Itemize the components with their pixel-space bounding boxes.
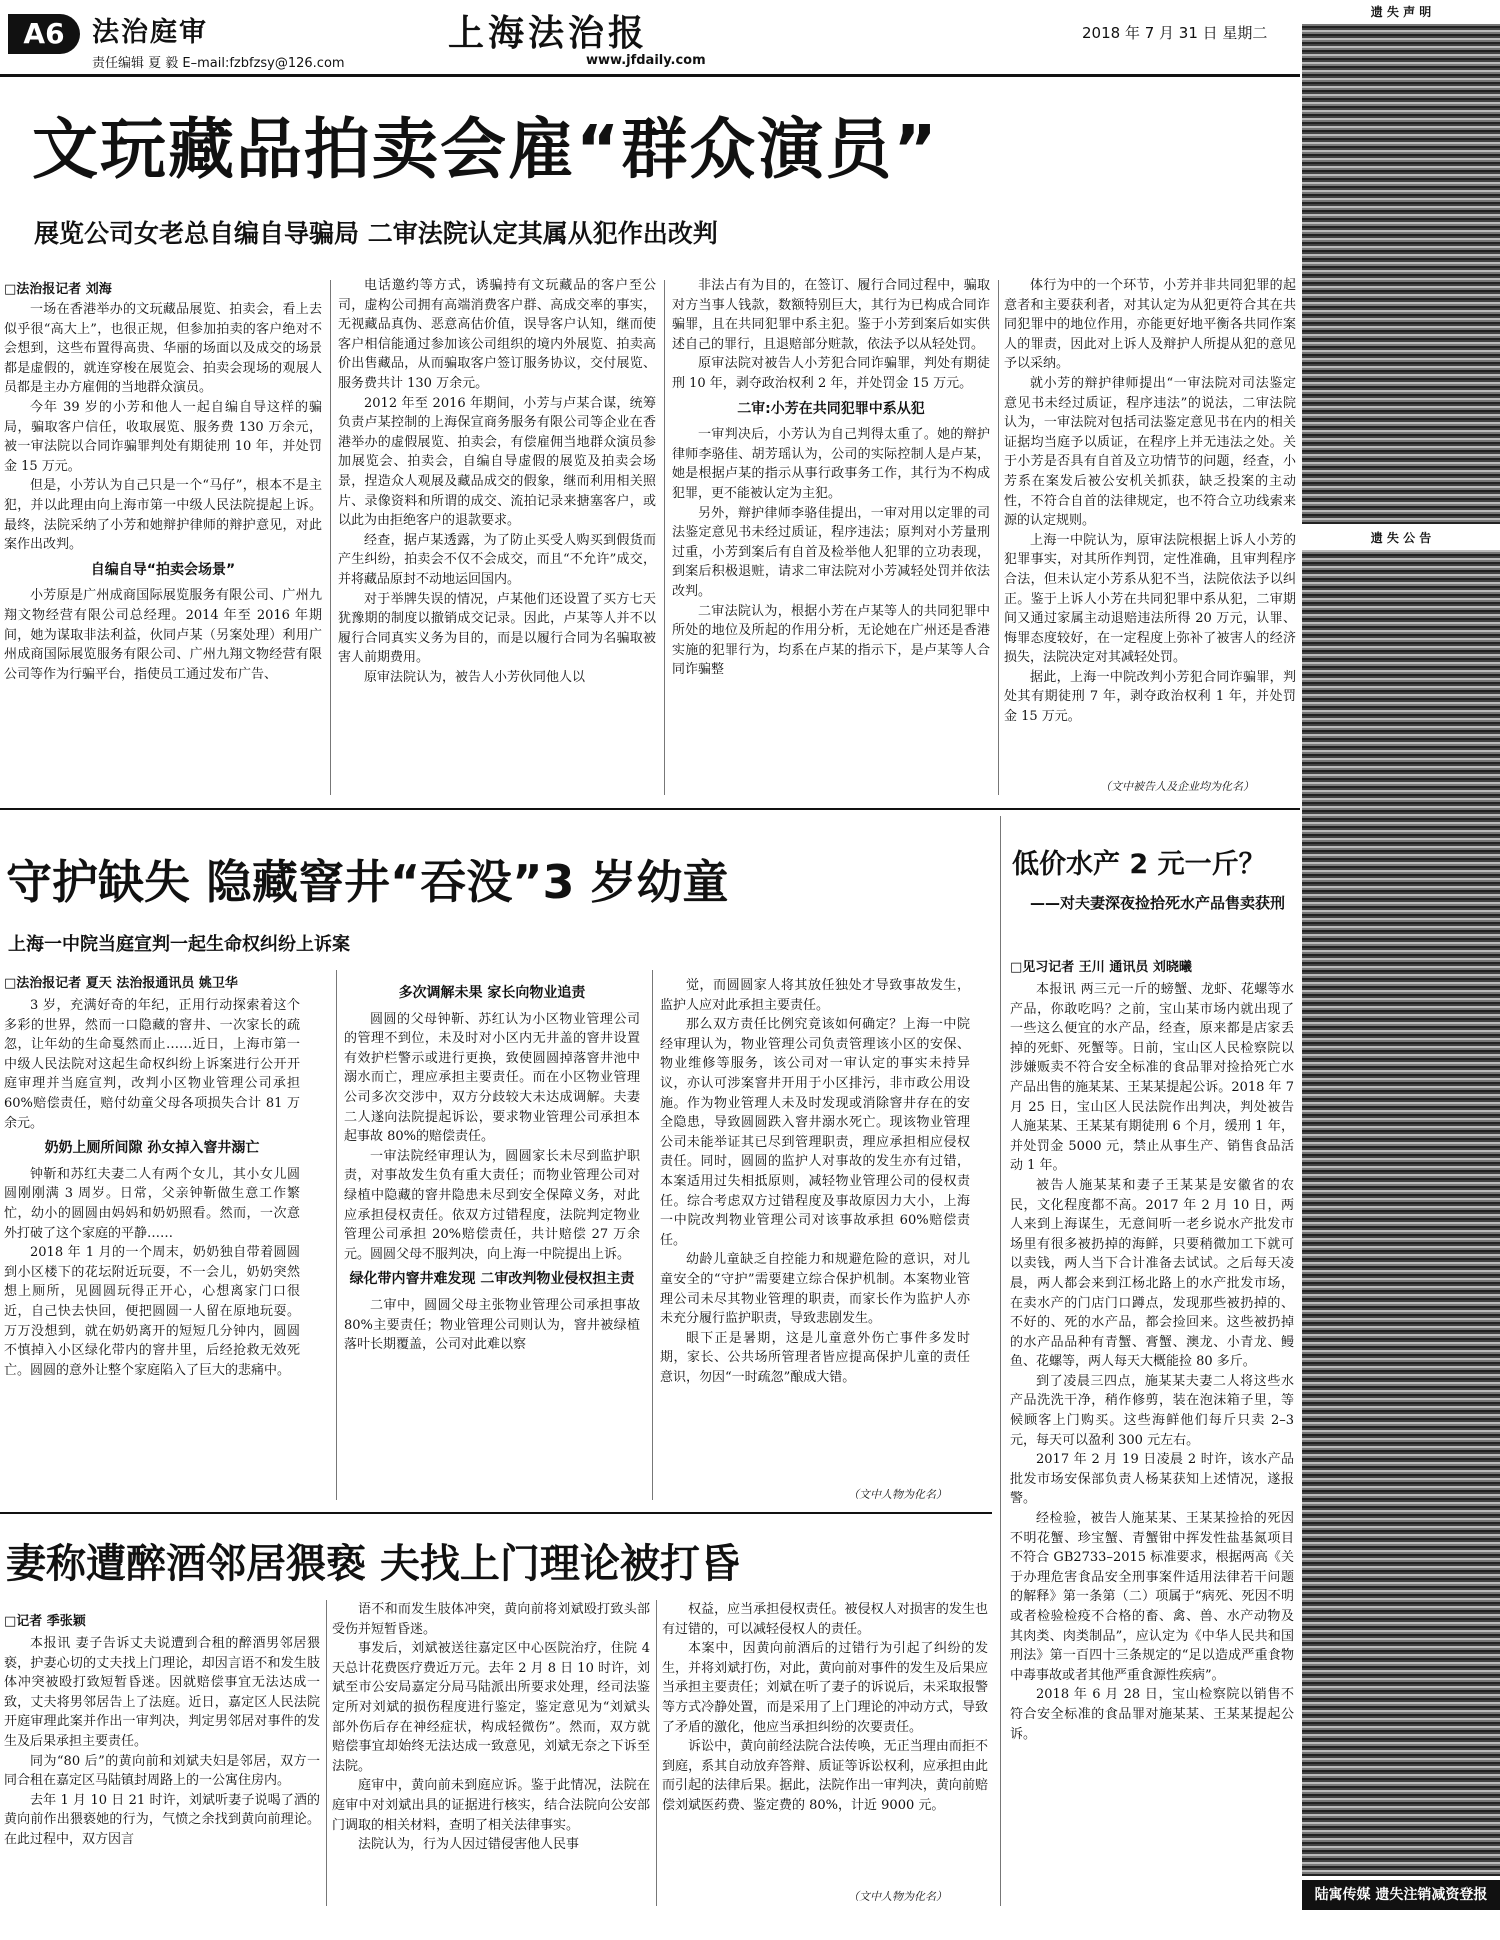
article1-headline: 文玩藏品拍卖会雇“群众演员” xyxy=(32,111,939,188)
paragraph: 2012 年至 2016 年期间，小芳与卢某合谋，统筹负责卢某控制的上海保宣商务服务有限公司等企业在香港举办的虚假展览、拍卖会，有偿雇佣当地群众演员参加展览会、拍卖会，自编自导虚假的展览及拍卖会场景，捏造众人观展及藏品成交的假象，继而利用相关照片、录像资料和所谓的成交、流拍记录来搪塞客户，或以此为由拒绝客户的退款要求。 xyxy=(338,395,656,529)
ads-text-block xyxy=(1302,550,1500,1876)
paragraph: 另外，辩护律师李骆佳提出，一审对用以定罪的司法鉴定意见书未经过质证，程序违法；原判对小芳量刑过重，小芳到案后有自首及检举他人犯罪的立功表现，到案后积极退赃，请求二审法院对小芳减轻处罚并依法改判。 xyxy=(672,505,990,599)
paragraph: 2018 年 1 月的一个周末，奶奶独自带着圆圆到小区楼下的花坛附近玩耍，不一会儿，奶奶突然想上厕所，见圆圆玩得正开心，心想离家门口很近，自己快去快回，便把圆圆一人留在原地玩耍。万万没想到，就在奶奶离开的短短几分钟内，圆圆不慎掉入小区绿化带内的窨井里，后经抢救无效死亡。圆圆的意外让整个家庭陷入了巨大的悲痛中。 xyxy=(4,1245,300,1378)
paragraph: 眼下正是暑期，这是儿童意外伤亡事件多发时期，家长、公共场所管理者皆应提高保护儿童的责任意识，勿因“一时疏忽”酿成大错。 xyxy=(660,1330,970,1385)
issue-date: 2018 年 7 月 31 日 星期二 xyxy=(1082,24,1268,42)
paragraph: 上海一中院认为，原审法院根据上诉人小芳的犯罪事实，对其所作判罚，定性准确，且审判程序合法，但未认定小芳系从犯不当，法院依法予以纠正。鉴于上诉人小芳在共同犯罪中系从犯，二审期间又通过家属主动退赔违法所得 20 万元，认罪、悔罪态度较好，在一定程度上弥补了被害人的经济损失，法院决定对其减轻处罚。 xyxy=(1004,532,1296,666)
article2-headline: 守护缺失 隐藏窨井“吞没”3 岁幼童 xyxy=(6,855,729,909)
paragraph: 2017 年 2 月 19 日凌晨 2 时许，该水产品批发市场安保部负责人杨某获知上述情况，遂报警。 xyxy=(1010,1452,1294,1507)
article2-column-2 xyxy=(344,978,640,1498)
article2-note: （文中人物为化名） xyxy=(848,1488,947,1501)
paragraph: 语不和而发生肢体冲突，黄向前将刘斌殴打致头部受伤并短暂昏迷。 xyxy=(332,1602,650,1637)
subhead: 二审:小芳在共同犯罪中系从犯 xyxy=(737,400,925,417)
article2-column-3 xyxy=(660,976,970,1481)
paragraph: 今年 39 岁的小芳和他人一起自编自导这样的骗局，骗取客户信任，收取展览、服务费 130 万余元，被一审法院以合同诈骗罪判处有期徒刑 10 年，并处罚金 15 万元。 xyxy=(4,399,322,474)
paragraph: 体行为中的一个环节，小芳并非共同犯罪的起意者和主要获利者，对其认定为从犯更符合其在共同犯罪中的地位作用，亦能更好地平衡各共同作案人的罪责，因此对上诉人及辩护人所提从犯的意见予以采纳。 xyxy=(1004,278,1296,372)
paragraph: 据此，上海一中院改判小芳犯合同诈骗罪，判处其有期徒刑 7 年，剥夺政治权利 1 年，并处罚金 15 万元。 xyxy=(1004,669,1296,725)
paper-logo: 上海法治报 xyxy=(448,12,649,54)
ads-contact: 陆寓传媒 遗失注销减资登报 021-59741361 xyxy=(1302,1880,1500,1910)
article3-byline: □见习记者 王川 通讯员 刘晓曦 xyxy=(1010,960,1192,975)
article4-column-2 xyxy=(332,1600,650,1908)
paragraph: 权益，应当承担侵权责任。被侵权人对损害的发生也有过错的，可以减轻侵权人的责任。 xyxy=(662,1602,988,1637)
paragraph: 但是，小芳认为自己只是一个“马仔”，根本不是主犯，并以此理由向上海市第一中级人民法院提起上诉。最终，法院采纳了小芳和她辩护律师的辩护意见，对此案作出改判。 xyxy=(4,478,322,553)
page-number: A6 xyxy=(8,14,80,54)
column-divider xyxy=(652,970,653,1500)
paragraph: 钟靳和苏红夫妻二人有两个女儿，其小女儿圆圆刚刚满 3 周岁。日常，父亲钟靳做生意工作繁忙，幼小的圆圆由妈妈和奶奶照看。然而，一次意外打破了这个家庭的平静…… xyxy=(4,1166,300,1241)
article3-headline: 低价水产 2 元一斤？ xyxy=(1012,849,1266,880)
paragraph: 庭审中，黄向前未到庭应诉。鉴于此情况，法院在庭审中对刘斌出具的证据进行核实，结合法院向公安部门调取的相关材料，查明了相关法律事实。 xyxy=(332,1778,650,1833)
paragraph: 那么双方责任比例究竟该如何确定？上海一中院经审理认为，物业管理公司负责管理该小区的安保、物业维修等服务，该公司对一审认定的事实未持异议，亦认可涉案窨井开用于小区排污，非市政公用设施。作为物业管理人未及时发现或消除窨井存在的安全隐患，导致圆圆跌入窨井溺水死亡。现该物业管理公司未能举证其已尽到管理职责，理应承担相应侵权责任。同时，圆圆的监护人对事故的发生亦有过错，本案适用过失相抵原则，减轻物业管理公司的侵权责任。综合考虑双方过错程度及事故原因力大小，上海一中院改判物业管理公司对该事故承担 60%赔偿责任。 xyxy=(660,1017,970,1248)
paragraph: 一审法院经审理认为，圆圆家长未尽到监护职责，对事故发生负有重大责任；而物业管理公司对绿植中隐藏的窨井隐患未尽到安全保障义务，对此应承担侵权责任。依双方过错程度，法院判定物业管理公司承担 20%赔偿责任，共计赔偿 27 万余元。圆圆父母不服判决，向上海一中院提出上诉。 xyxy=(344,1148,640,1262)
article4-column-1 xyxy=(4,1634,320,1908)
ads-title: 遗 失 公 告 xyxy=(1302,528,1500,548)
article4-byline: □记者 季张颖 xyxy=(4,1614,86,1629)
section-rule xyxy=(0,808,1300,810)
section-rule xyxy=(0,1512,992,1514)
article1-note: （文中被告人及企业均为化名） xyxy=(1100,780,1254,793)
article2-subheadline: 上海一中院当庭宣判一起生命权纠纷上诉案 xyxy=(8,934,350,955)
paragraph: 同为“80 后”的黄向前和刘斌夫妇是邻居，双方一同合租在嘉定区马陆镇封周路上的一公寓住房内。 xyxy=(4,1753,320,1789)
paragraph: 对于举牌失误的情况，卢某他们还设置了买方七天犹豫期的制度以撤销成交记录。因此，卢某等人并不以履行合同真实义务为目的，而是以履行合同为名骗取被害人前期费用。 xyxy=(338,591,656,666)
article1-byline: □法治报记者 刘海 xyxy=(4,282,112,297)
article2-byline: □法治报记者 夏天 法治报通讯员 姚卫华 xyxy=(4,976,238,991)
paragraph: 诉讼中，黄向前经法院合法传唤，无正当理由而拒不到庭，系其自动放弃答辩、质证等诉讼权利，应承担由此而引起的法律后果。据此，法院作出一审判决，黄向前赔偿刘斌医药费、鉴定费的 80%，计近 9000 元。 xyxy=(662,1739,988,1813)
column-divider xyxy=(664,280,665,795)
paragraph: 电话邀约等方式，诱骗持有文玩藏品的客户至公司，虚构公司拥有高端消费客户群、高成交率的事实，无视藏品真伪、恶意高估价值，误导客户认知，继而使客户相信能通过参加该公司组织的境内外展览、拍卖高价出售藏品，从而骗取客户签订服务协议，交付展览、服务费共计 130 万余元。 xyxy=(338,278,656,391)
article3-subheadline: ——对夫妻深夜捡拾死水产品售卖获刑 xyxy=(1030,894,1286,912)
article1-subheadline: 展览公司女老总自编自导骗局 二审法院认定其属从犯作出改判 xyxy=(34,219,718,248)
paragraph: 事发后，刘斌被送往嘉定区中心医院治疗，住院 4 天总计花费医疗费近万元。去年 2 月 8 日 10 时许，刘斌至市公安局嘉定分局马陆派出所要求处理，经司法鉴定所对刘斌的损伤程度进行鉴定，鉴定意见为“刘斌头部外伤后存在神经症状，构成轻微伤”。然而，双方就赔偿事宜却始终无法达成一致意见，刘斌无奈之下诉至法院。 xyxy=(332,1641,650,1774)
paragraph: 本报讯 两三元一斤的螃蟹、龙虾、花螺等水产品，你敢吃吗？之前，宝山某市场内就出现了一些这么便宜的水产品，经查，原来都是店家丢掉的死虾、死蟹等。日前，宝山区人民检察院以涉嫌贩卖不符合安全标准的食品罪对捡拾死亡水产品出售的施某某、王某某提起公诉。2018 年 7 月 25 日，宝山区人民法院作出判决，判处被告人施某某、王某某有期徒刑 6 个月，缓刑 1 年，并处罚金 5000 元，禁止从事生产、销售食品活动 1 年。 xyxy=(1010,982,1294,1174)
paragraph: 3 岁，充满好奇的年纪，正用行动探索着这个多彩的世界，然而一口隐藏的窨井、一次家长的疏忽，让年幼的生命戛然而止……近日，上海市第一中级人民法院对这起生命权纠纷上诉案进行公开开庭审理并当庭宣判，改判小区物业管理公司承担 60%赔偿责任，赔付幼童父母各项损失合计 81 万余元。 xyxy=(4,998,300,1131)
article3-body xyxy=(1010,980,1294,1904)
website: www.jfdaily.com xyxy=(586,53,706,68)
paragraph: 经检验，被告人施某某、王某某捡拾的死因不明花蟹、珍宝蟹、青蟹钳中挥发性盐基氮项目不符合 GB2733–2015 标准要求，根据两高《关于办理危害食品安全刑事案件适用法律若干问题的解释》第一条第（二）项属于“病死、死因不明或者检验检疫不合格的畜、禽、兽、水产动物及其肉类、肉类制品”，应认定为《中华人民共和国刑法》第一百四十三条规定的“足以造成严重食物中毒事故或者其他严重食源性疾病”。 xyxy=(1010,1511,1294,1683)
paragraph: 原审法院认为，被告人小芳伙同他人以 xyxy=(364,669,586,685)
paragraph: 去年 1 月 10 日 21 时许，刘斌听妻子说喝了酒的黄向前作出猥亵她的行为，气愤之余找到黄向前理论。在此过程中，双方因言 xyxy=(4,1792,320,1847)
paragraph: 本案中，因黄向前酒后的过错行为引起了纠纷的发生，并将刘斌打伤，对此，黄向前对事件的发生及后果应当承担主要责任；刘斌在听了妻子的诉说后，未采取报警等方式冷静处置，而是采用了上门理论的冲动方式，导致了矛盾的激化，他应当承担纠纷的次要责任。 xyxy=(662,1641,988,1735)
paragraph: 法院认为，行为人因过错侵害他人民事 xyxy=(358,1837,580,1853)
paragraph: 小芳原是广州成商国际展览服务有限公司、广州九翔文物经营有限公司总经理。2014 年至 2016 年期间，她为谋取非法利益，伙同卢某（另案处理）利用广州成商国际展览服务有限公司、广州九翔文物经营有限公司等作为行骗平台，指使员工通过发布广告、 xyxy=(4,588,322,682)
paragraph: 幼龄儿童缺乏自控能力和规避危险的意识，对儿童安全的“守护”需要建立综合保护机制。本案物业管理公司未尽其物业管理的职责，而家长作为监护人亦未充分履行监护职责，导致悲剧发生。 xyxy=(660,1252,970,1327)
article1-column-3 xyxy=(672,276,990,796)
ads-text-block xyxy=(1302,24,1500,524)
column-divider xyxy=(656,1600,657,1906)
subhead: 奶奶上厕所间隙 孙女掉入窨井溺亡 xyxy=(44,1140,260,1157)
editor-line: 责任编辑 夏 毅 E–mail:fzbfzsy@126.com xyxy=(92,56,345,71)
paragraph: 就小芳的辩护律师提出“一审法院对司法鉴定意见书未经过质证，程序违法”的说法，二审法院认为，一审法院对包括司法鉴定意见书在内的相关证据均当庭予以质证，在程序上并无违法之处。关于小芳是否具有自首及立功情节的问题，经查，小芳系在案发后被公安机关抓获，缺乏投案的主动性，不符合自首的法律规定，也不符合立功线索来源的认定规则。 xyxy=(1004,375,1296,529)
article4-headline: 妻称遭醉酒邻居猥亵 夫找上门理论被打昏 xyxy=(6,1541,740,1587)
paragraph: 二审中，圆圆父母主张物业管理公司承担事故 80%主要责任；物业管理公司则认为，窨井被绿植落叶长期覆盖，公司对此难以察 xyxy=(344,1297,640,1353)
column-divider xyxy=(998,280,999,795)
subhead: 绿化带内窨井难发现 二审改判物业侵权担主责 xyxy=(349,1271,635,1288)
subhead: 多次调解未果 家长向物业追责 xyxy=(398,985,586,1001)
section-title: 法治庭审 xyxy=(92,17,208,48)
ads-title: 遗 失 声 明 xyxy=(1302,2,1500,22)
column-divider xyxy=(1000,816,1001,1906)
masthead-rule xyxy=(0,74,1300,77)
paragraph: 经查，据卢某透露，为了防止买受人购买到假货而产生纠纷，拍卖会不仅不会成交，而且“不允许”成交，并将藏品原封不动地运回国内。 xyxy=(338,532,656,587)
paragraph: 一场在香港举办的文玩藏品展览、拍卖会，看上去似乎很“高大上”，也很正规，但参加拍卖的客户绝对不会想到，这些布置得高贵、华丽的场面以及成交的场景都是虚假的，就连穿梭在展览会、拍卖会现场的观展人员都是主办方雇佣的当地群众演员。 xyxy=(4,302,322,396)
paragraph: 圆圆的父母钟靳、苏红认为小区物业管理公司的管理不到位，未及时对小区内无井盖的窨井设置有效护栏警示或进行更换，致使圆圆掉落窨井池中溺水而亡，理应承担主要责任。而在小区物业管理公司多次交涉中，双方分歧较大未达成调解。夫妻二人遂向法院提起诉讼，要求物业管理公司承担本起事故 80%的赔偿责任。 xyxy=(344,1011,640,1145)
article4-column-3 xyxy=(662,1600,988,1878)
column-divider xyxy=(326,1600,327,1906)
paragraph: 非法占有为目的，在签订、履行合同过程中，骗取对方当事人钱款，数额特别巨大，其行为已构成合同诈骗罪，且在共同犯罪中系主犯。鉴于小芳到案后如实供述自己的罪行，且退赔部分赃款，依法予以从轻处罚。 xyxy=(672,278,990,352)
paragraph: 本报讯 妻子告诉丈夫说遭到合租的醉酒男邻居猥亵，护妻心切的丈夫找上门理论，却因言语不和发生肢体冲突被殴打致短暂昏迷。因就赔偿事宜无法达成一致，丈夫将男邻居告上了法庭。近日，嘉定区人民法院开庭审理此案并作出一审判决，判定男邻居对事件的发生及后果承担主要责任。 xyxy=(4,1636,320,1749)
classified-ads-strip xyxy=(1302,0,1500,1933)
paragraph: 被告人施某某和妻子王某某是安徽省的农民，文化程度都不高。2017 年 2 月 10 日，两人来到上海谋生，无意间听一老乡说水产批发市场里有很多被扔掉的海鲜，只要稍微加工下就可以卖钱，两人当下合计准备去试试。之后每天凌晨，两人都会来到江杨北路上的水产批发市场，在卖水产的门店门口蹲点，发现那些被扔掉的、不好的、死的水产品，都会捡回来。这些被扔掉的水产品品种有青蟹、膏蟹、澳龙、小青龙、鳗鱼、花螺等，两人每天大概能捡 80 多斤。 xyxy=(1010,1177,1294,1370)
article1-column-1 xyxy=(4,300,322,800)
paragraph: 二审法院认为，根据小芳在卢某等人的共同犯罪中所处的地位及所起的作用分析，无论她在广州还是香港实施的犯罪行为，均系在卢某的指示下，是卢某等人合同诈骗整 xyxy=(672,603,990,678)
article1-column-2 xyxy=(338,276,656,796)
paragraph: 觉，而圆圆家人将其放任独处才导致事故发生，监护人应对此承担主要责任。 xyxy=(660,978,970,1013)
column-divider xyxy=(336,970,337,1500)
article4-note: （文中人物为化名） xyxy=(848,1890,947,1903)
column-divider xyxy=(330,280,331,795)
paragraph: 原审法院对被告人小芳犯合同诈骗罪，判处有期徒刑 10 年，剥夺政治权利 2 年，并处罚金 15 万元。 xyxy=(672,356,990,391)
paragraph: 到了凌晨三四点，施某某夫妻二人将这些水产品洗洗干净，稍作修剪，装在泡沫箱子里，等候顾客上门购买。这些海鲜他们每斤只卖 2–3 元，每天可以盈利 300 元左右。 xyxy=(1010,1373,1294,1448)
paragraph: 2018 年 6 月 28 日，宝山检察院以销售不符合安全标准的食品罪对施某某、王某某提起公诉。 xyxy=(1010,1687,1294,1742)
subhead: 自编自导“拍卖会场景” xyxy=(90,561,236,578)
article2-column-1 xyxy=(4,996,300,1501)
paragraph: 一审判决后，小芳认为自己判得太重了。她的辩护律师李骆佳、胡芳瑶认为，公司的实际控制人是卢某，她是根据卢某的指示从事行政事务工作，其行为不构成犯罪，更不能被认定为主犯。 xyxy=(672,427,990,501)
article1-column-4 xyxy=(1004,276,1296,770)
